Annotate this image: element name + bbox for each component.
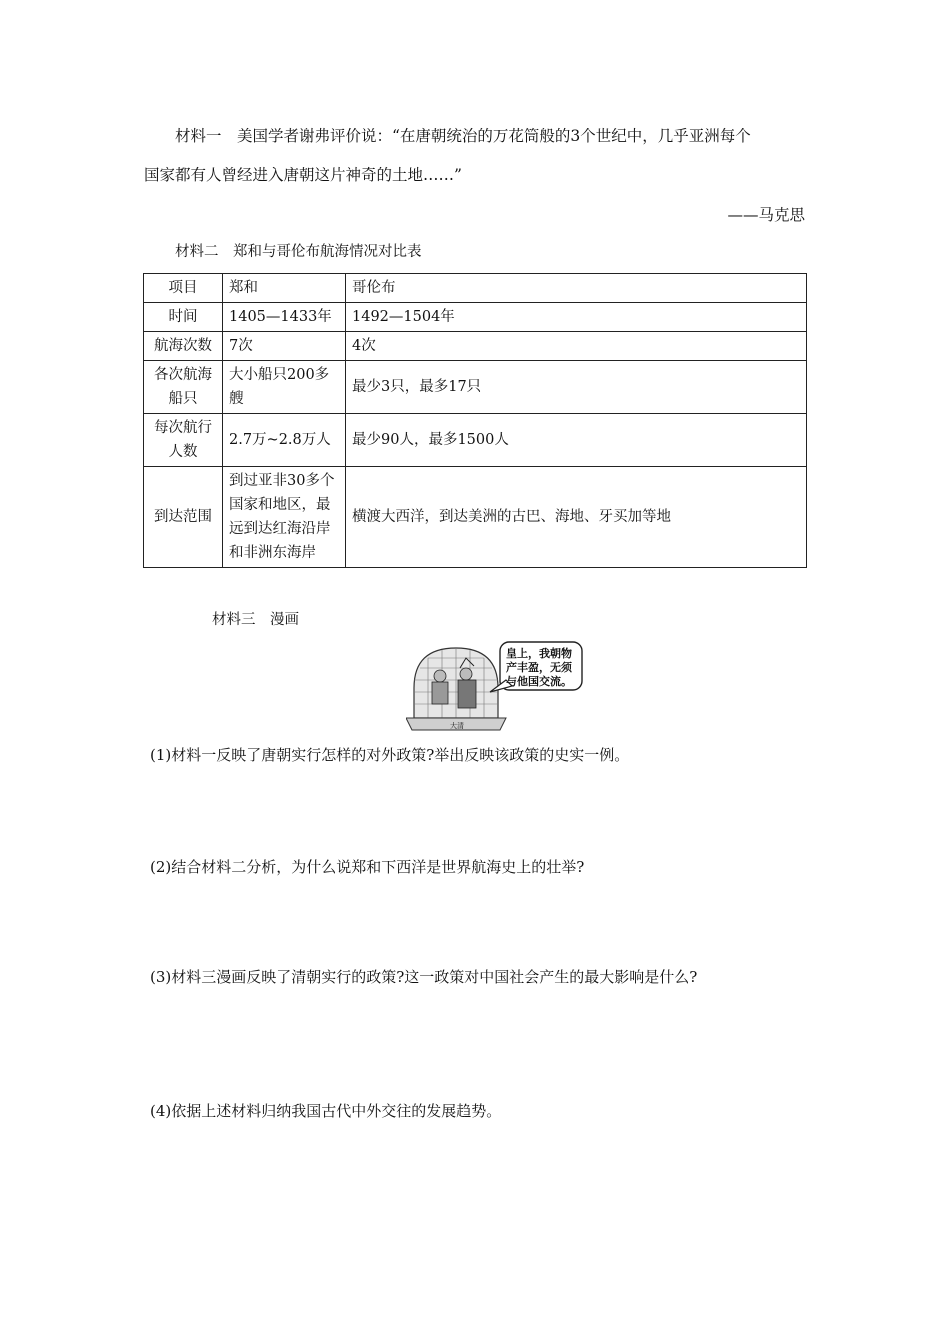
row-zhenghe: 7次 bbox=[223, 332, 346, 361]
row-columbus: 1492—1504年 bbox=[346, 303, 807, 332]
header-item: 项目 bbox=[144, 274, 223, 303]
table-row bbox=[144, 414, 807, 467]
header-columbus: 哥伦布 bbox=[346, 274, 807, 303]
question-3: (3)材料三漫画反映了清朝实行的政策?这一政策对中国社会产生的最大影响是什么? bbox=[150, 968, 698, 986]
cartoon-speech-line3: 与他国交流。 bbox=[506, 675, 572, 688]
question-1: (1)材料一反映了唐朝实行怎样的对外政策?举出反映该政策的史实一例。 bbox=[150, 746, 630, 764]
cartoon-speech-line2: 产丰盈，无须 bbox=[506, 661, 572, 674]
row-zhenghe: 大小船只200多艘 bbox=[223, 361, 346, 414]
row-columbus: 最少90人，最多1500人 bbox=[346, 414, 807, 467]
material2-title: 材料二 郑和与哥伦布航海情况对比表 bbox=[175, 244, 422, 260]
table-row bbox=[144, 361, 807, 414]
row-zhenghe: 到过亚非30多个国家和地区，最远到达红海沿岸和非洲东海岸 bbox=[223, 467, 346, 568]
comparison-table bbox=[143, 273, 807, 568]
row-columbus: 横渡大西洋，到达美洲的古巴、海地、牙买加等地 bbox=[346, 467, 807, 568]
row-item: 航海次数 bbox=[144, 332, 223, 361]
material1-source: ——马克思 bbox=[727, 206, 805, 224]
row-item: 每次航行人数 bbox=[144, 414, 223, 467]
header-zhenghe: 郑和 bbox=[223, 274, 346, 303]
row-item: 时间 bbox=[144, 303, 223, 332]
table-row bbox=[144, 332, 807, 361]
material1-line1: 材料一 美国学者谢弗评价说：“在唐朝统治的万花筒般的3个世纪中，几乎亚洲每个 bbox=[175, 127, 751, 145]
material1-line2: 国家都有人曾经进入唐朝这片神奇的土地……” bbox=[144, 166, 462, 184]
row-columbus: 最少3只，最多17只 bbox=[346, 361, 807, 414]
row-zhenghe: 2.7万~2.8万人 bbox=[223, 414, 346, 467]
row-zhenghe: 1405—1433年 bbox=[223, 303, 346, 332]
cartoon-speech-line1: 皇上，我朝物 bbox=[506, 647, 572, 660]
table-row bbox=[144, 303, 807, 332]
row-item: 到达范围 bbox=[144, 467, 223, 568]
table-header-row bbox=[144, 274, 807, 303]
question-2: (2)结合材料二分析，为什么说郑和下西洋是世界航海史上的壮举? bbox=[150, 858, 585, 876]
cartoon-base-label: 大清 bbox=[450, 722, 464, 730]
row-columbus: 4次 bbox=[346, 332, 807, 361]
cartoon-image bbox=[406, 640, 586, 732]
material3-title: 材料三 漫画 bbox=[212, 612, 299, 628]
table-row bbox=[144, 467, 807, 568]
row-item: 各次航海船只 bbox=[144, 361, 223, 414]
question-4: (4)依据上述材料归纳我国古代中外交往的发展趋势。 bbox=[150, 1102, 502, 1120]
